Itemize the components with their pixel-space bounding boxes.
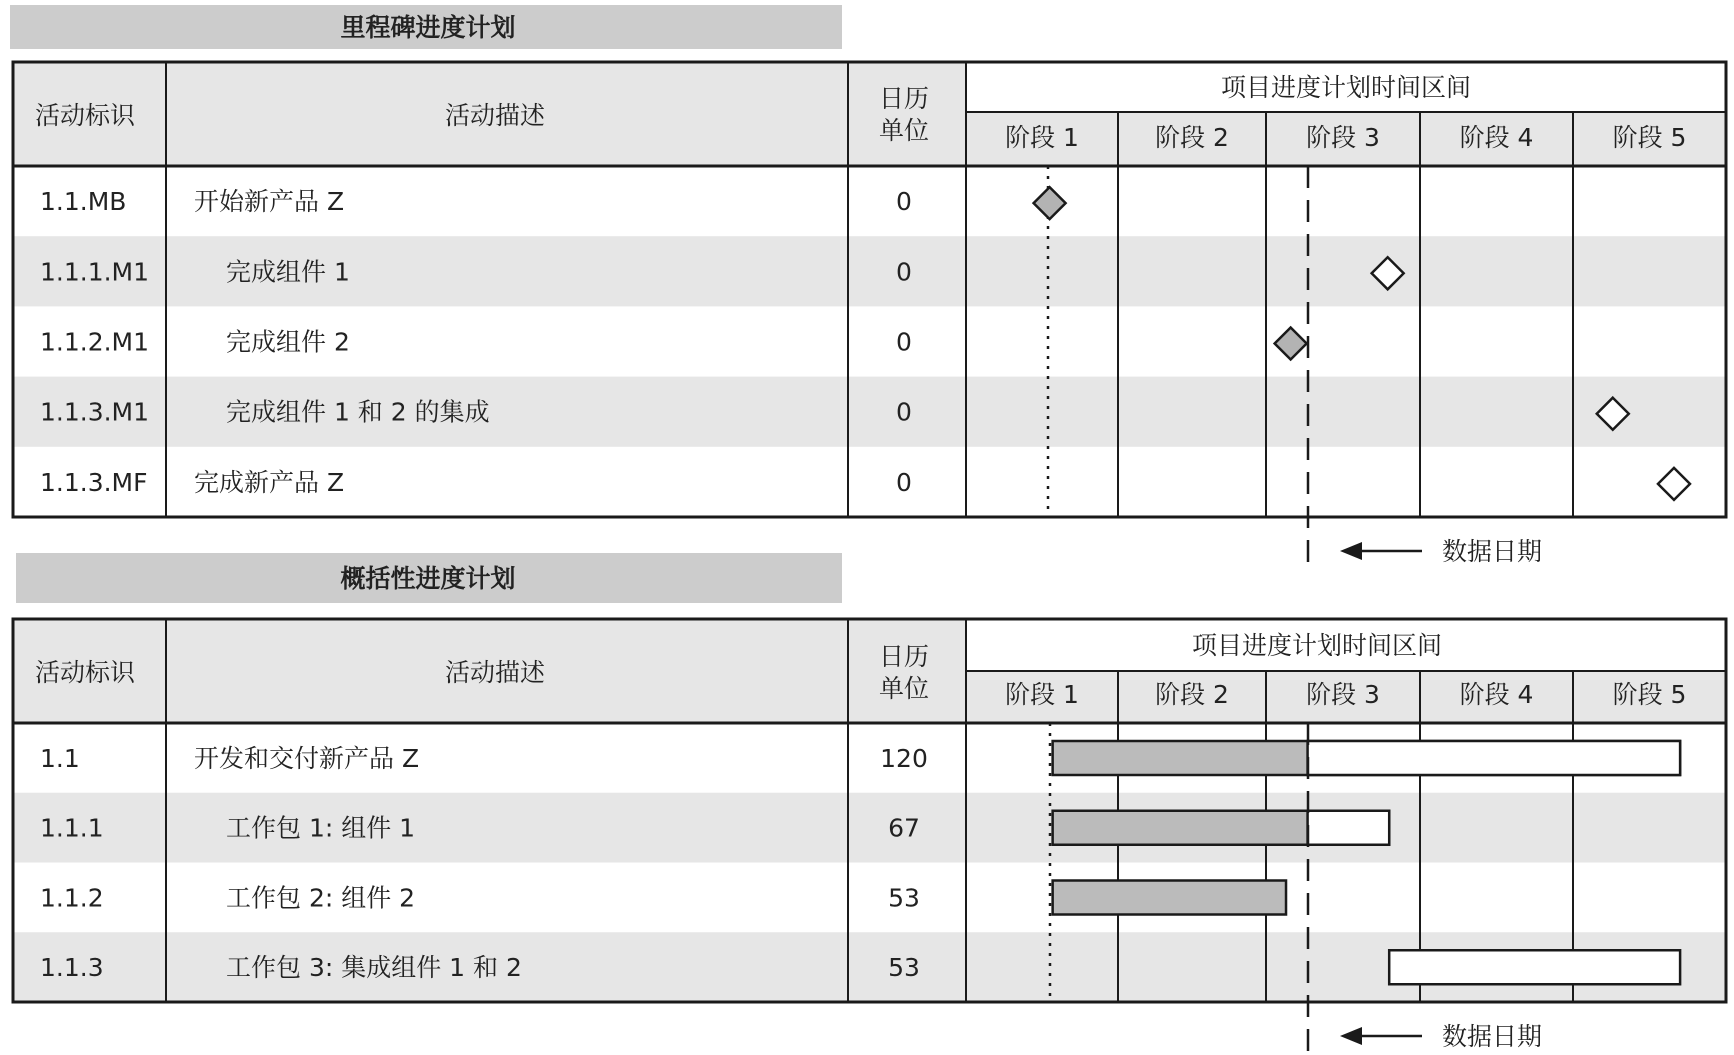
row-activity-desc: 开始新产品 Z	[194, 187, 345, 217]
phase-label: 阶段 5	[1612, 680, 1687, 709]
table-row	[40, 883, 920, 912]
row-activity-desc: 开发和交付新产品 Z	[194, 743, 420, 773]
milestone-header-id: 活动标识	[34, 101, 136, 130]
phase-label: 阶段 1	[1005, 680, 1079, 709]
milestone-diamond-open	[1658, 468, 1690, 500]
phase-label: 阶段 4	[1459, 680, 1534, 709]
row-activity-id: 1.1.1	[40, 813, 104, 843]
milestone-data-date-label	[1340, 537, 1542, 566]
phase-label: 阶段 2	[1155, 123, 1229, 152]
milestone-header-timeframe: 项目进度计划时间区间	[1220, 73, 1472, 102]
row-activity-desc: 工作包 2: 组件 2	[226, 883, 416, 913]
row-activity-desc: 工作包 3: 集成组件 1 和 2	[226, 953, 522, 983]
schedule-bar	[1053, 741, 1680, 775]
summary-schedule-section	[13, 553, 1726, 1052]
bar-remaining-portion	[1308, 811, 1390, 845]
row-activity-id: 1.1	[40, 743, 80, 773]
svg-text:数据日期: 数据日期	[1442, 537, 1543, 566]
bar-completed-portion	[1053, 881, 1286, 915]
row-activity-id: 1.1.2	[40, 883, 104, 913]
bar-completed-portion	[1053, 811, 1308, 845]
table-row	[40, 468, 912, 497]
phase-label: 阶段 5	[1612, 123, 1687, 152]
phase-label: 阶段 3	[1306, 680, 1380, 709]
milestone-header-unit-1: 日历	[878, 84, 930, 113]
table-row	[40, 187, 912, 216]
row-calendar-units: 0	[896, 397, 912, 427]
row-calendar-units: 0	[896, 187, 912, 217]
phase-label: 阶段 2	[1155, 680, 1229, 709]
summary-data-date-label	[1340, 1022, 1542, 1051]
phase-label: 阶段 4	[1459, 123, 1534, 152]
row-activity-desc: 完成组件 1 和 2 的集成	[226, 397, 490, 427]
row-calendar-units: 53	[888, 883, 920, 913]
row-calendar-units: 0	[896, 257, 912, 287]
bar-remaining-portion	[1308, 741, 1681, 775]
milestone-rows	[40, 187, 912, 497]
row-activity-desc: 完成组件 2	[226, 327, 350, 357]
summary-header-timeframe: 项目进度计划时间区间	[1191, 631, 1443, 660]
bar-completed-portion	[1053, 741, 1308, 775]
svg-text:数据日期: 数据日期	[1442, 1022, 1543, 1051]
row-calendar-units: 120	[880, 743, 928, 773]
table-row	[40, 744, 928, 773]
milestone-header-unit-2: 单位	[878, 116, 930, 145]
summary-header-unit-2: 单位	[878, 674, 930, 703]
row-activity-desc: 工作包 1: 组件 1	[226, 813, 416, 843]
arrow-left-icon	[1340, 542, 1362, 560]
row-activity-desc: 完成新产品 Z	[194, 467, 345, 497]
summary-title: 概括性进度计划	[340, 564, 516, 593]
milestone-diamond-filled	[1034, 187, 1066, 219]
row-activity-id: 1.1.1.M1	[40, 257, 150, 287]
bar-outline	[1389, 950, 1680, 984]
summary-header-unit-1: 日历	[878, 642, 930, 671]
table-row	[40, 328, 912, 357]
summary-header-desc: 活动描述	[444, 658, 546, 687]
milestone-markers	[1034, 187, 1690, 500]
row-activity-id: 1.1.MB	[40, 187, 127, 217]
milestone-schedule-section	[10, 5, 1726, 570]
milestone-diamond-filled	[1275, 328, 1307, 360]
row-activity-id: 1.1.3.M1	[40, 397, 150, 427]
schedule-bar	[1053, 881, 1286, 915]
row-activity-id: 1.1.2.M1	[40, 327, 150, 357]
row-activity-id: 1.1.3	[40, 953, 104, 983]
summary-header-id: 活动标识	[34, 658, 136, 687]
row-calendar-units: 0	[896, 467, 912, 497]
milestone-title: 里程碑进度计划	[340, 13, 516, 42]
row-activity-id: 1.1.3.MF	[40, 467, 148, 497]
row-calendar-units: 67	[888, 813, 920, 843]
schedule-bar	[1389, 950, 1680, 984]
phase-label: 阶段 3	[1306, 123, 1380, 152]
row-activity-desc: 完成组件 1	[226, 257, 350, 287]
phase-label: 阶段 1	[1005, 123, 1079, 152]
arrow-left-icon	[1340, 1027, 1362, 1045]
milestone-header-desc: 活动描述	[444, 101, 546, 130]
row-calendar-units: 0	[896, 327, 912, 357]
row-calendar-units: 53	[888, 953, 920, 983]
schedule-bar	[1053, 811, 1390, 845]
